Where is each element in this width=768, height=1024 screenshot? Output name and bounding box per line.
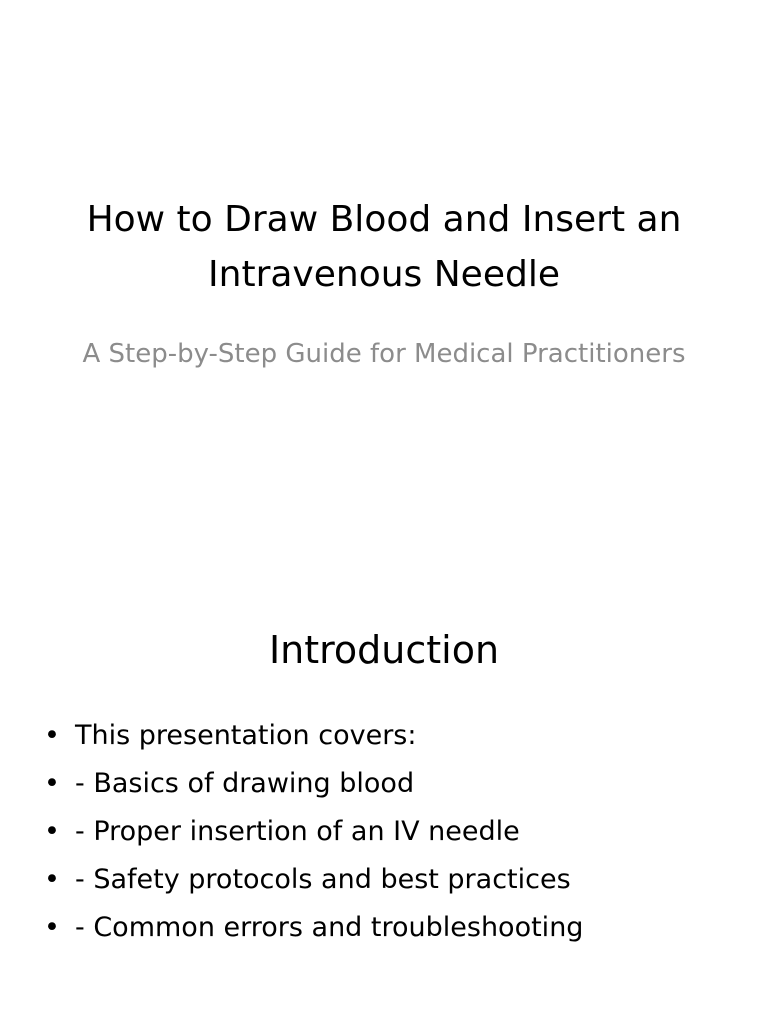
list-item-text: - Basics of drawing blood: [75, 768, 415, 799]
list-item-text: - Common errors and troubleshooting: [75, 912, 584, 943]
list-item-text: - Proper insertion of an IV needle: [75, 816, 520, 847]
slide-heading: Introduction: [268, 628, 500, 672]
bullet-icon: •: [44, 864, 60, 895]
introduction-slide: [0, 512, 768, 1024]
list-item: [40, 856, 740, 904]
list-item-text: - Safety protocols and best practices: [75, 864, 571, 895]
bullet-icon: •: [44, 816, 60, 847]
list-item: [40, 904, 740, 952]
list-item-text: This presentation covers:: [75, 720, 417, 751]
presentation-title: How to Draw Blood and Insert an Intravenous Needle: [86, 199, 682, 295]
bullet-list: [40, 712, 740, 952]
list-item: [40, 808, 740, 856]
list-item: [40, 712, 740, 760]
bullet-icon: •: [44, 720, 60, 751]
bullet-icon: •: [44, 912, 60, 943]
bullet-icon: •: [44, 768, 60, 799]
presentation-subtitle: A Step-by-Step Guide for Medical Practitioners: [82, 339, 686, 369]
list-item: [40, 760, 740, 808]
